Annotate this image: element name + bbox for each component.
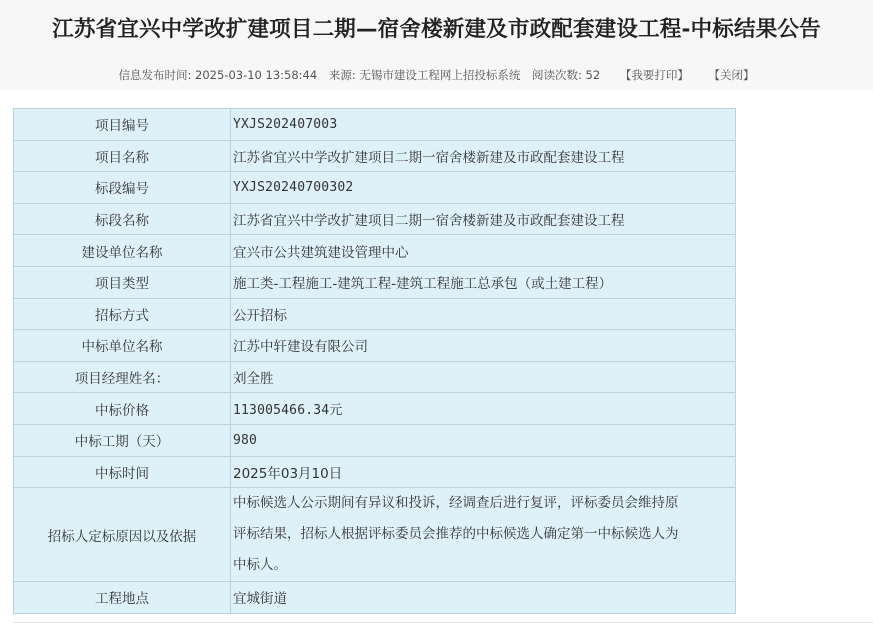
table-row xyxy=(14,582,736,614)
row-label: 招标方式 xyxy=(14,298,231,330)
row-label: 招标人定标原因以及依据 xyxy=(14,488,231,582)
row-value: 宜兴市公共建筑建设管理中心 xyxy=(231,235,736,267)
row-label: 中标工期（天） xyxy=(14,424,231,456)
row-value: 刘全胜 xyxy=(231,361,736,393)
table-row xyxy=(14,298,736,330)
page-title: 江苏省宜兴中学改扩建项目二期—宿舍楼新建及市政配套建设工程-中标结果公告 xyxy=(52,17,821,42)
row-label: 标段编号 xyxy=(14,172,231,204)
source: 无锡市建设工程网上招投标系统 xyxy=(359,68,521,82)
article-meta xyxy=(0,67,873,83)
row-value: 113005466.34元 xyxy=(231,393,736,425)
table-row xyxy=(14,361,736,393)
print-link[interactable]: 【我要打印】 xyxy=(619,68,689,82)
row-value: 宜城街道 xyxy=(231,582,736,614)
row-value xyxy=(231,488,736,582)
row-label: 中标单位名称 xyxy=(14,330,231,362)
row-label: 中标时间 xyxy=(14,456,231,488)
table-row xyxy=(14,109,736,141)
row-value: 公开招标 xyxy=(231,298,736,330)
row-value: YXJS202407003 xyxy=(231,109,736,141)
row-label: 项目经理姓名： xyxy=(14,361,231,393)
table-row xyxy=(14,488,736,582)
divider xyxy=(13,622,873,623)
table-row xyxy=(14,393,736,425)
table-row xyxy=(14,172,736,204)
table-row xyxy=(14,203,736,235)
row-label: 项目编号 xyxy=(14,109,231,141)
row-label: 工程地点 xyxy=(14,582,231,614)
table-row xyxy=(14,456,736,488)
table-row xyxy=(14,235,736,267)
reason-line: 评标结果，招标人根据评标委员会推荐的中标候选人确定第一中标候选人为 xyxy=(233,526,679,543)
row-label: 项目名称 xyxy=(14,140,231,172)
row-label: 建设单位名称 xyxy=(14,235,231,267)
row-value: 施工类-工程施工-建筑工程-建筑工程施工总承包（或土建工程） xyxy=(231,266,736,298)
row-value: 980 xyxy=(231,424,736,456)
table-row xyxy=(14,266,736,298)
table-row xyxy=(14,424,736,456)
reason-line: 中标人。 xyxy=(233,557,287,574)
reason-line: 中标候选人公示期间有异议和投诉，经调查后进行复评，评标委员会维持原 xyxy=(233,495,679,512)
views-label: 阅读次数: xyxy=(532,68,582,82)
row-label: 中标价格 xyxy=(14,393,231,425)
table-row xyxy=(14,140,736,172)
row-value: 江苏省宜兴中学改扩建项目二期一宿舍楼新建及市政配套建设工程 xyxy=(231,140,736,172)
award-result-table xyxy=(13,108,736,614)
view-count: 52 xyxy=(585,68,601,82)
row-value: 江苏省宜兴中学改扩建项目二期一宿舍楼新建及市政配套建设工程 xyxy=(231,203,736,235)
row-value: YXJS20240700302 xyxy=(231,172,736,204)
page-header xyxy=(0,0,873,90)
publish-time: 2025-03-10 13:58:44 xyxy=(195,68,318,82)
row-label: 标段名称 xyxy=(14,203,231,235)
row-label: 项目类型 xyxy=(14,266,231,298)
row-value: 江苏中轩建设有限公司 xyxy=(231,330,736,362)
row-value: 2025年03月10日 xyxy=(231,456,736,488)
close-link[interactable]: 【关闭】 xyxy=(708,68,755,82)
publish-time-label: 信息发布时间: xyxy=(118,68,192,82)
table-row xyxy=(14,330,736,362)
source-label: 来源: xyxy=(328,68,356,82)
